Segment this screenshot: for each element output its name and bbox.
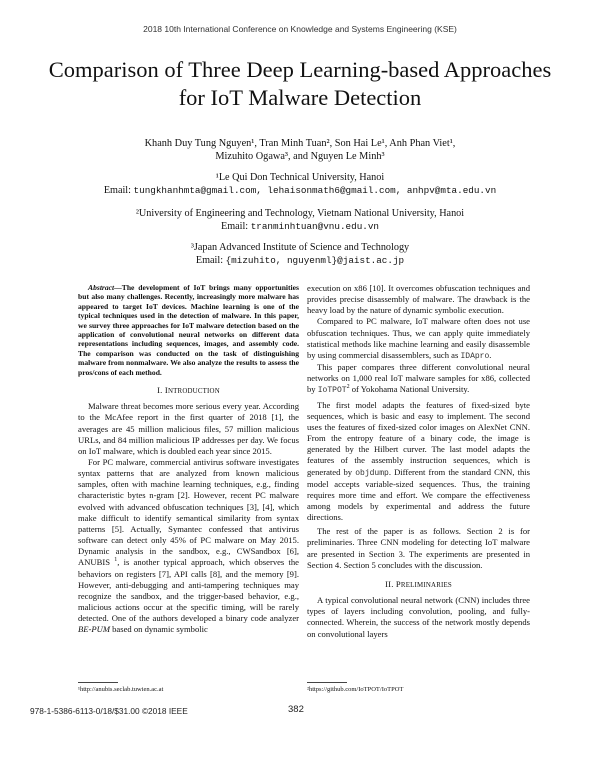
affiliation-name: ³Japan Advanced Institute of Science and Technology	[190, 242, 410, 253]
email-label: Email:	[220, 221, 249, 232]
section-heading-preliminaries: II. PRELIMINARIES	[385, 578, 452, 589]
iotpot-code: IoTPOT	[317, 386, 347, 396]
email-address: tungkhanhmta@gmail.com, lehaisonmath6@gmail.com, anhpv@mta.edu.vn	[133, 185, 497, 196]
author-line-1: Khanh Duy Tung Nguyen¹, Tran Minh Tuan², Son Hai Le¹, Anh Phan Viet¹,	[144, 138, 456, 149]
email-address: tranminhtuan@vnu.edu.vn	[250, 221, 380, 232]
paragraph: execution on x86 [10]. It overcomes obfuscation techniques and provides precise disassembly of malware. The drawback is the heavy load by the nature of dynamic symbolic execution.	[307, 283, 530, 316]
footnote-2: ²https://github.com/IoTPOT/IoTPOT	[307, 686, 404, 693]
left-footnote	[78, 682, 299, 694]
paragraph: The first model adapts the features of fixed-sized byte sequences, which is basic and easy to implement. The second uses the features of fixed-sized color images on AlexNet CNN. From the entropy feature of a binary code, the image is generated by the Hilbert curver. The last model adapts the features of the assembly instruction sequences, which is generated by objdump. Different from the standard CNN, this model accepts variable-sized sequences. Thus, the training requires more time and effort. We compare the effectiveness among models by experimental and address the future directions.	[307, 399, 530, 523]
footnote-1: ¹http://anubis.seclab.tuwien.ac.at	[78, 686, 164, 693]
bepum-name: BE-PUM	[78, 624, 110, 635]
paragraph: Compared to PC malware, IoT malware often does not use obfuscation techniques. Thus, we can apply quite immediately statistical methods like machine learning and easily disassemble by using commercial disassemblers, such as IDApro.	[307, 316, 530, 361]
paragraph: For PC malware, commercial antivirus software investigates syntax patterns that are analyzed from known malicious samples, often with machine learning techniques, e.g., finding characteristic bytes n-gram [2]. However, recent PC malware evolved with advanced obfuscation techniques [3], [4], which make difficult to identify semantical similarity from syntax patterns [5]. Actually, Symantec confessed that antivirus software can detect only 45% of PC malware on May 2015. Dynamic analysis in the sandbox, e.g., CWSandbox [6], ANUBIS $^1$, is another typical approach, which observes the behaviors on registers [7], API calls [8], and the memory [9]. However, anti-debugging and anti-tampering techniques may recognize the sandbox, and the trigger-based behavior, e.g., malicious actions occur at the specific timing, will be rarely detected. One of the authors developed a binary code analyzer BE-PUM based on dynamic symbolic	[78, 457, 299, 635]
affiliation-name: ²University of Engineering and Technology, Vietnam National University, Hanoi	[135, 208, 465, 219]
author-line-2: Mizuhito Ogawa³, and Nguyen Le Minh³	[215, 151, 385, 162]
affiliation-2	[40, 207, 560, 233]
paragraph: This paper compares three different convolutional neural networks on 1,000 real IoT malware samples for x86, collected by IoTPOT$^2$ of Yokohama National University.	[307, 362, 530, 396]
footnote-rule	[78, 682, 118, 683]
section-heading-introduction: I. INTRODUCTION	[157, 385, 220, 396]
conference-header: 2018 10th International Conference on Knowledge and Systems Engineering (KSE)	[143, 24, 457, 34]
isbn-line: 978-1-5386-6113-0/18/$31.00 ©2018 IEEE	[30, 706, 188, 716]
right-column	[307, 283, 530, 640]
paper-title: Comparison of Three Deep Learning-based Approaches for IoT Malware Detection	[48, 57, 552, 110]
abstract-text: —The development of IoT brings many opportunities but also many challenges. Recently, increasingly more malware has appeared to target IoT devices. Machine learning is one of the typical techniques used in the detection of malware. In this paper, we survey three approaches for IoT malware detection based on the application of convolutional neural networks on different data representations including sequences, images, and assembly code. The comparison was conducted on the task of distinguishing malware from nonmalware. We also analyze the results to assess the pros/cons of each method.	[78, 283, 299, 377]
affiliation-1	[40, 171, 560, 197]
affiliation-name: ¹Le Qui Don Technical University, Hanoi	[215, 172, 385, 183]
idapro-code: IDApro	[460, 351, 490, 361]
right-footnote	[307, 682, 530, 694]
email-label: Email:	[103, 185, 131, 196]
objdump-code: objdump	[355, 468, 389, 478]
email-address: {mizuhito, nguyenml}@jaist.ac.jp	[225, 255, 405, 266]
paragraph: A typical convolutional neural network (CNN) includes three types of layers including convolution, pooling, and fully-connected. Wherein, the success of the network mostly depends on convolutional layers	[307, 595, 530, 639]
paragraph: Malware threat becomes more serious every year. According to the McAfee report in the first quarter of 2018 [1], the averages are 45 million malicious files, 57 million malicious URLs, and 84 million malicious IP addresses per day. We focus on IoT malware, which is doubled each year since 2015.	[78, 401, 299, 456]
email-label: Email:	[195, 255, 224, 266]
left-column	[78, 283, 299, 636]
author-list	[60, 137, 540, 163]
footnote-rule	[307, 682, 347, 683]
page-number: 382	[288, 704, 304, 715]
abstract	[78, 283, 299, 377]
affiliation-3	[40, 241, 560, 267]
abstract-label: Abstract	[88, 283, 115, 292]
paragraph: The rest of the paper is as follows. Section 2 is for preliminaries. Three CNN modeling for detecting IoT malware are presented in Section 3. The experiments are presented in Section 4. Section 5 concludes with the discussion.	[307, 526, 530, 570]
